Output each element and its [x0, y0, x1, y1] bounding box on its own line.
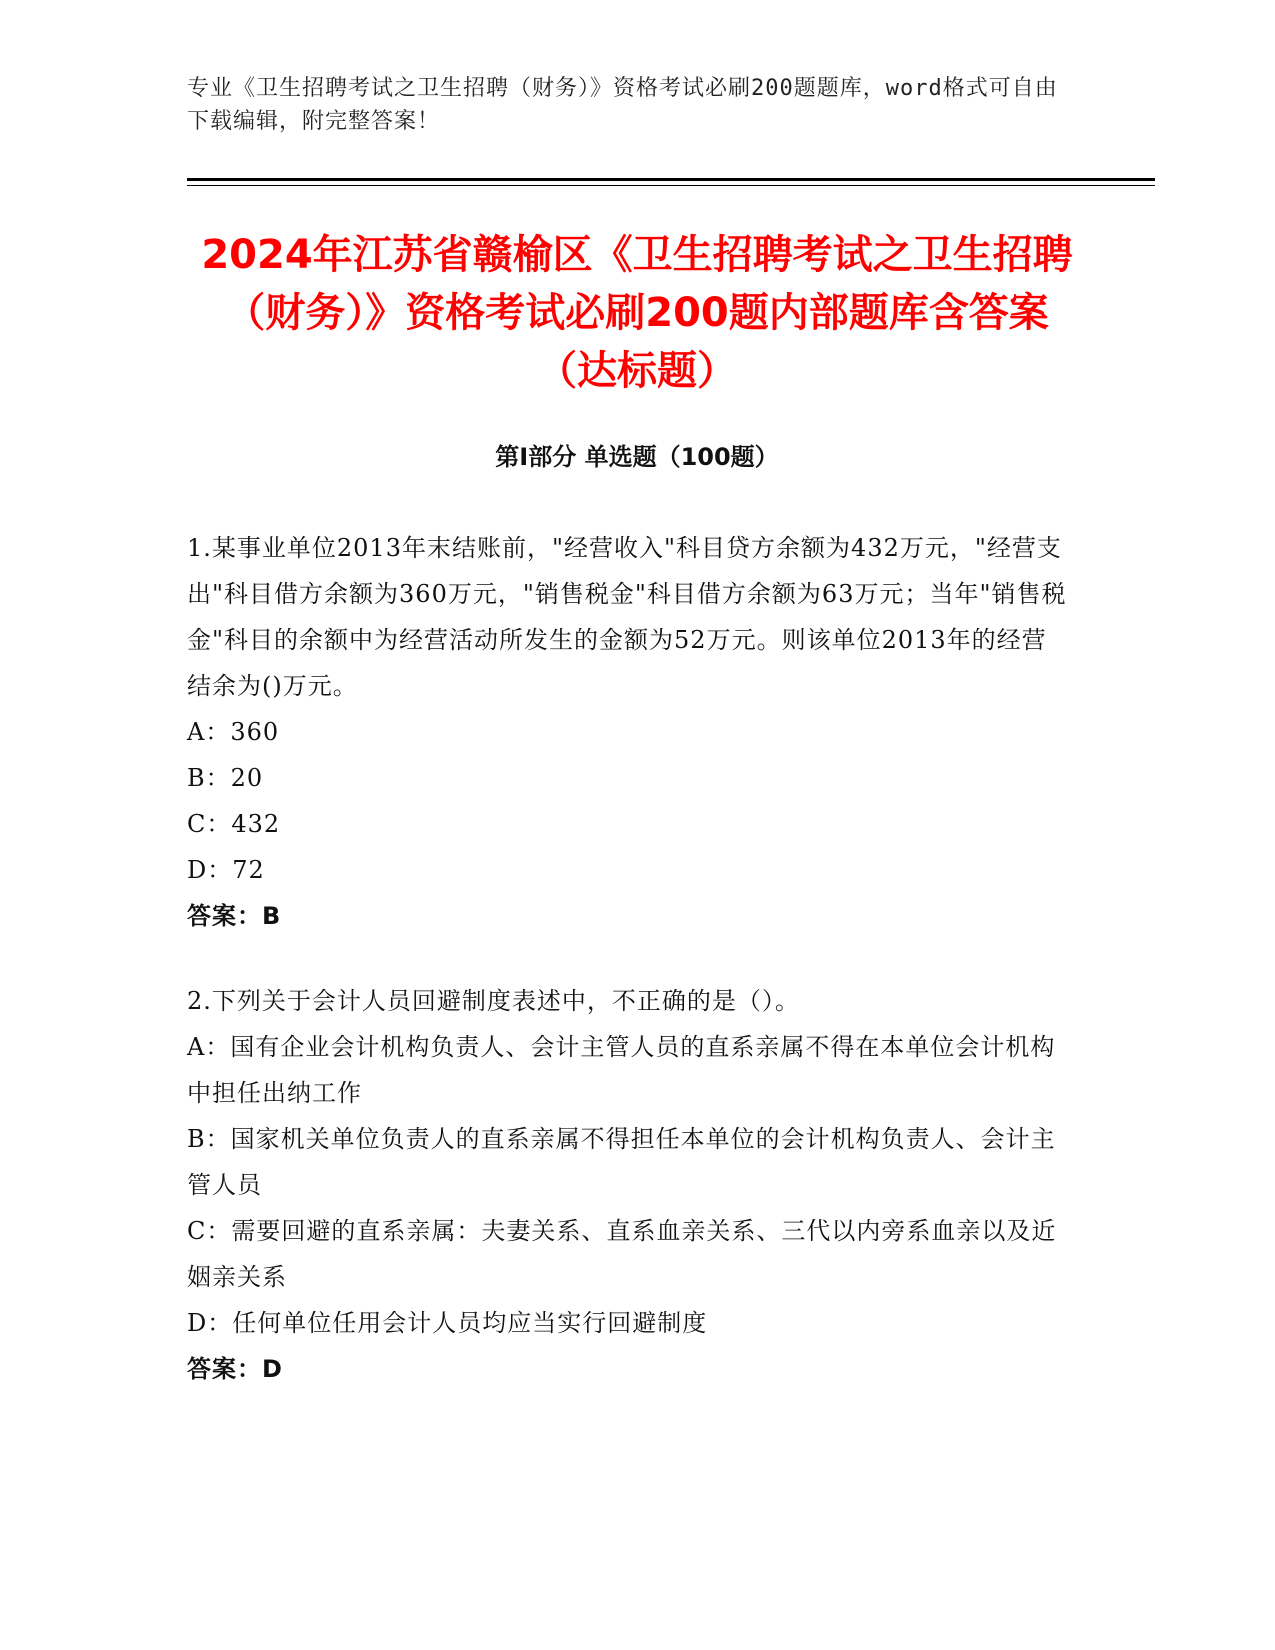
- option-d: D：72: [187, 856, 265, 884]
- option-b: B：20: [187, 764, 264, 792]
- header-divider-thin: [187, 185, 1155, 186]
- option-b: B：国家机关单位负责人的直系亲属不得担任本单位的会计机构负责人、会计主管人员: [187, 1125, 1056, 1199]
- header-divider-thick: [187, 178, 1155, 181]
- answer: 答案：B: [187, 902, 282, 930]
- section-title: 第I部分 单选题（100题）: [495, 443, 779, 471]
- option-c: C：432: [187, 810, 281, 838]
- question-stem: 1.某事业单位2013年末结账前，"经营收入"科目贷方余额为432万元，"经营支出"科目借方余额为360万元，"销售税金"科目借方余额为63万元；当年"销售税金"科目的余额中为经营活动所发生的金额为52万元。则该单位2013年的经营结余为()万元。: [187, 534, 1067, 700]
- question-2: [187, 978, 1067, 1392]
- header-note: 专业《卫生招聘考试之卫生招聘（财务）》资格考试必刷200题题库，word格式可自由下载编辑，附完整答案！: [187, 76, 1058, 134]
- option-a: A：国有企业会计机构负责人、会计主管人员的直系亲属不得在本单位会计机构中担任出纳工作: [187, 1033, 1056, 1107]
- option-c: C：需要回避的直系亲属：夫妻关系、直系血亲关系、三代以内旁系血亲以及近姻亲关系: [187, 1217, 1057, 1291]
- option-a: A：360: [187, 718, 280, 746]
- option-d: D：任何单位任用会计人员均应当实行回避制度: [187, 1309, 708, 1337]
- document-title: 2024年江苏省赣榆区《卫生招聘考试之卫生招聘（财务）》资格考试必刷200题内部题库含答案（达标题）: [201, 232, 1073, 394]
- question-1: [187, 525, 1067, 939]
- answer: 答案：D: [187, 1355, 283, 1383]
- question-stem: 2.下列关于会计人员回避制度表述中，不正确的是（）。: [187, 987, 800, 1015]
